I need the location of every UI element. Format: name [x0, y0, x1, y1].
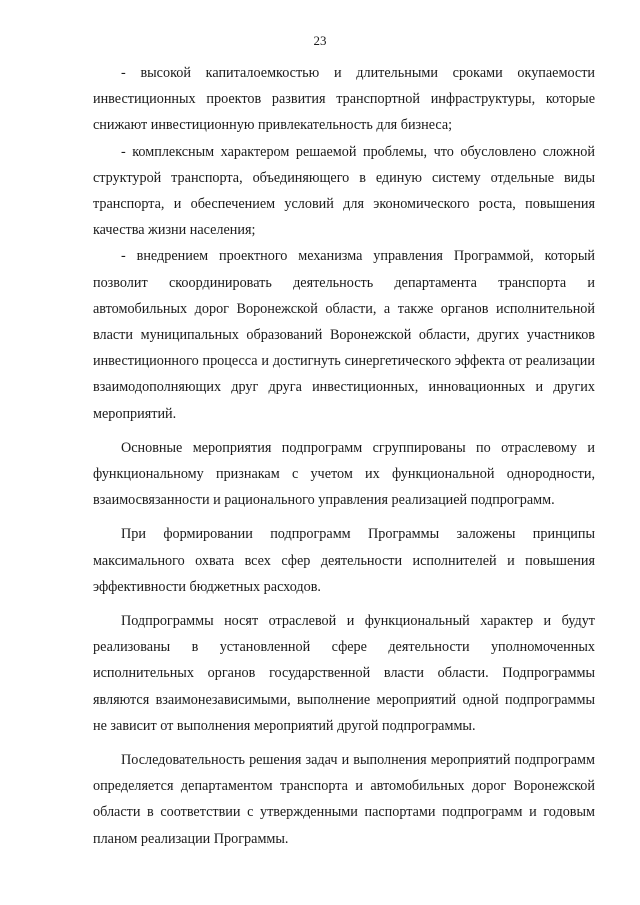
page-body [93, 60, 595, 852]
paragraph-bullet-3: - внедрением проектного механизма управления Программой, который позволит скоординировать деятельность департамента транспорта и автомобильных дорог Воронежской области, а также органов исполнительной власти муниципальных образований Воронежской области, других участников инвестиционного процесса и достигнуть синергетического эффекта от реализации взаимодополняющих друг друга инвестиционных, инновационных и других мероприятий. [93, 248, 595, 422]
paragraph-sequence: Последовательность решения задач и выполнения мероприятий подпрограмм определяется департаментом транспорта и автомобильных дорог Воронежской области в соответствии с утвержденными паспортами подпрограмм и годовым планом реализации Программы. [93, 752, 595, 847]
paragraph-bullet-2: - комплексным характером решаемой проблемы, что обусловлено сложной структурой транспорта, объединяющего в единую систему отдельные виды транспорта, и обеспечением условий для экономического роста, повышения качества жизни населения; [93, 143, 595, 239]
paragraph-principles: При формировании подпрограмм Программы заложены принципы максимального охвата всех сфер деятельности исполнителей и повышения эффективности бюджетных расходов. [93, 526, 595, 595]
paragraph-subprograms-nature: Подпрограммы носят отраслевой и функциональный характер и будут реализованы в установленной сфере деятельности уполномоченных исполнительных органов государственной власти области. Подпрограммы являются взаимонезависимыми, выполнение мероприятий одной подпрограммы не зависит от выполнения мероприятий другой подпрограммы. [93, 613, 595, 734]
paragraph-bullet-1: - высокой капиталоемкостью и длительными сроками окупаемости инвестиционных проектов развития транспортной инфраструктуры, которые снижают инвестиционную привлекательность для бизнеса; [93, 65, 595, 134]
page-number: 23 [313, 33, 327, 48]
paragraph-main-activities: Основные мероприятия подпрограмм сгруппированы по отраслевому и функциональному признакам с учетом их функциональной однородности, взаимосвязанности и рационального управления реализацией подпрограмм. [93, 439, 595, 509]
